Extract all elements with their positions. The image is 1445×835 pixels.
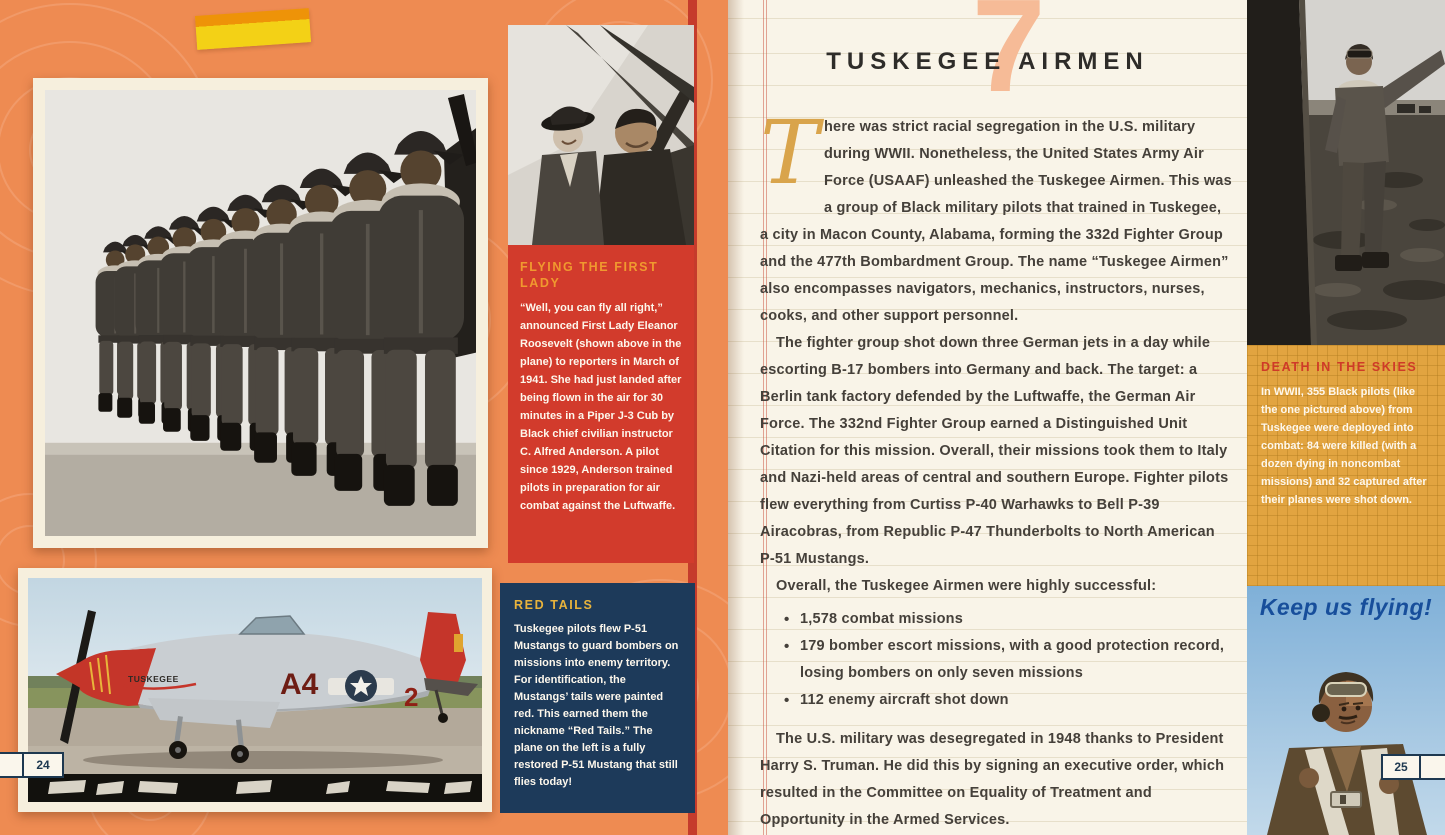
eleanor-roosevelt-photo — [508, 25, 694, 245]
success-bullet-list — [800, 606, 1232, 714]
airmen-lineup-photo — [45, 90, 476, 536]
page-number-box-right — [1381, 754, 1445, 780]
chapter-number: 7 — [972, 0, 1046, 119]
pilot-by-plane-photo — [1247, 0, 1445, 345]
bullet-item: • 1,578 combat missions — [800, 606, 1232, 633]
sidebar-red-tails — [500, 583, 695, 813]
page-number-blank-cell — [1419, 754, 1445, 780]
sidebar-death-in-the-skies — [1247, 345, 1445, 586]
right-photo-column — [1247, 0, 1445, 835]
sidebar-body: Tuskegee pilots flew P-51 Mustangs to guard bombers on missions into enemy territory. For identification, the Mustangs’ tails were painted red. This earned them the nickname “Red Tails.” The plane on the left is a fully restored P-51 Mustang that still flies today! — [514, 623, 679, 788]
mustang-photo-frame — [18, 568, 492, 812]
sidebar-flying-the-first-lady — [508, 245, 694, 563]
film-strip — [28, 774, 482, 802]
paragraph-1 — [760, 101, 1232, 330]
fuselage-code: A4 — [280, 668, 319, 701]
paragraph-2: The fighter group shot down three German jets in a day while escorting B-17 bombers into Germany and back. The target: a Berlin tank factory defended by the Luftwaffe, the German Air Force. The 332nd Fighter Group earned a Distinguished Unit Citation for this mission. Overall, their missions took them to Italy and Nazi-held areas of central and southern Europe. Fighter pilots flew everything from Curtiss P-40 Warhawks to Bell P-39 Airacobras, from Republic P-47 Thunderbolts to North American P-51 Mustangs. — [760, 335, 1229, 567]
tail-number: 2 — [404, 682, 419, 712]
sidebar-body: In WWII, 355 Black pilots (like the one pictured above) from Tuskegee were deployed into combat: 84 were killed (with a dozen dying in noncombat missions) and 32 captured after their planes were shot down. — [1261, 386, 1427, 506]
chapter-body-text — [760, 101, 1232, 834]
page-number-left: 24 — [22, 752, 64, 778]
bullet-item: • 179 bomber escort missions, with a good protection record, losing bombers on only seven missions — [800, 633, 1232, 687]
chapter-title: TUSKEGEE AIRMEN — [826, 48, 1149, 75]
page-number-box-left — [0, 752, 64, 778]
sidebar-heading: RED TAILS — [514, 598, 594, 612]
keep-us-flying-poster — [1247, 586, 1445, 835]
paragraph-1-text: here was strict racial segregation in the U.S. military during WWII. Nonetheless, the United States Army Air Force (USAAF) unleashed the Tuskegee Airmen. This was a group of Black military pilots that trained in Tuskegee, a city in Macon County, Alabama, forming the 332d Fighter Group and the 477th Bombardment Group. The name “Tuskegee Airmen” also encompasses navigators, mechanics, instructors, nurses, cooks, and other support personnel. — [760, 119, 1232, 324]
sidebar-heading: FLYING THE FIRST LADY — [520, 260, 659, 290]
red-tail-mustang-photo — [28, 578, 482, 802]
page-number-blank-cell — [0, 752, 24, 778]
paragraph-3: Overall, the Tuskegee Airmen were highly successful: — [776, 578, 1157, 594]
poster-title: Keep us flying! — [1259, 594, 1433, 620]
right-page-lined-paper — [728, 0, 1247, 835]
paragraph-4: The U.S. military was desegregated in 1948 thanks to President Harry S. Truman. He did this by signing an executive order, which resulted in the Committee on Equality of Treatment and Opportunity in the Armed Services. — [760, 731, 1225, 828]
page-number-right: 25 — [1381, 754, 1421, 780]
nose-label: TUSKEGEE — [128, 674, 179, 684]
drop-cap: T — [760, 101, 819, 204]
bullet-item: • 112 enemy aircraft shot down — [800, 687, 1232, 714]
sidebar-body: “Well, you can fly all right,” announced First Lady Eleanor Roosevelt (shown above in the plane) to reporters in March of 1941. She had just landed after being flown in the air for 30 minutes in a Piper J-3 Cub by Black chief civilian instructor C. Alfred Anderson. A pilot since 1929, Anderson trained pilots in preparation for air combat against the Luftwaffe. — [520, 302, 682, 512]
airmen-lineup-photo-frame — [33, 78, 488, 548]
sidebar-heading: DEATH IN THE SKIES — [1261, 360, 1418, 374]
